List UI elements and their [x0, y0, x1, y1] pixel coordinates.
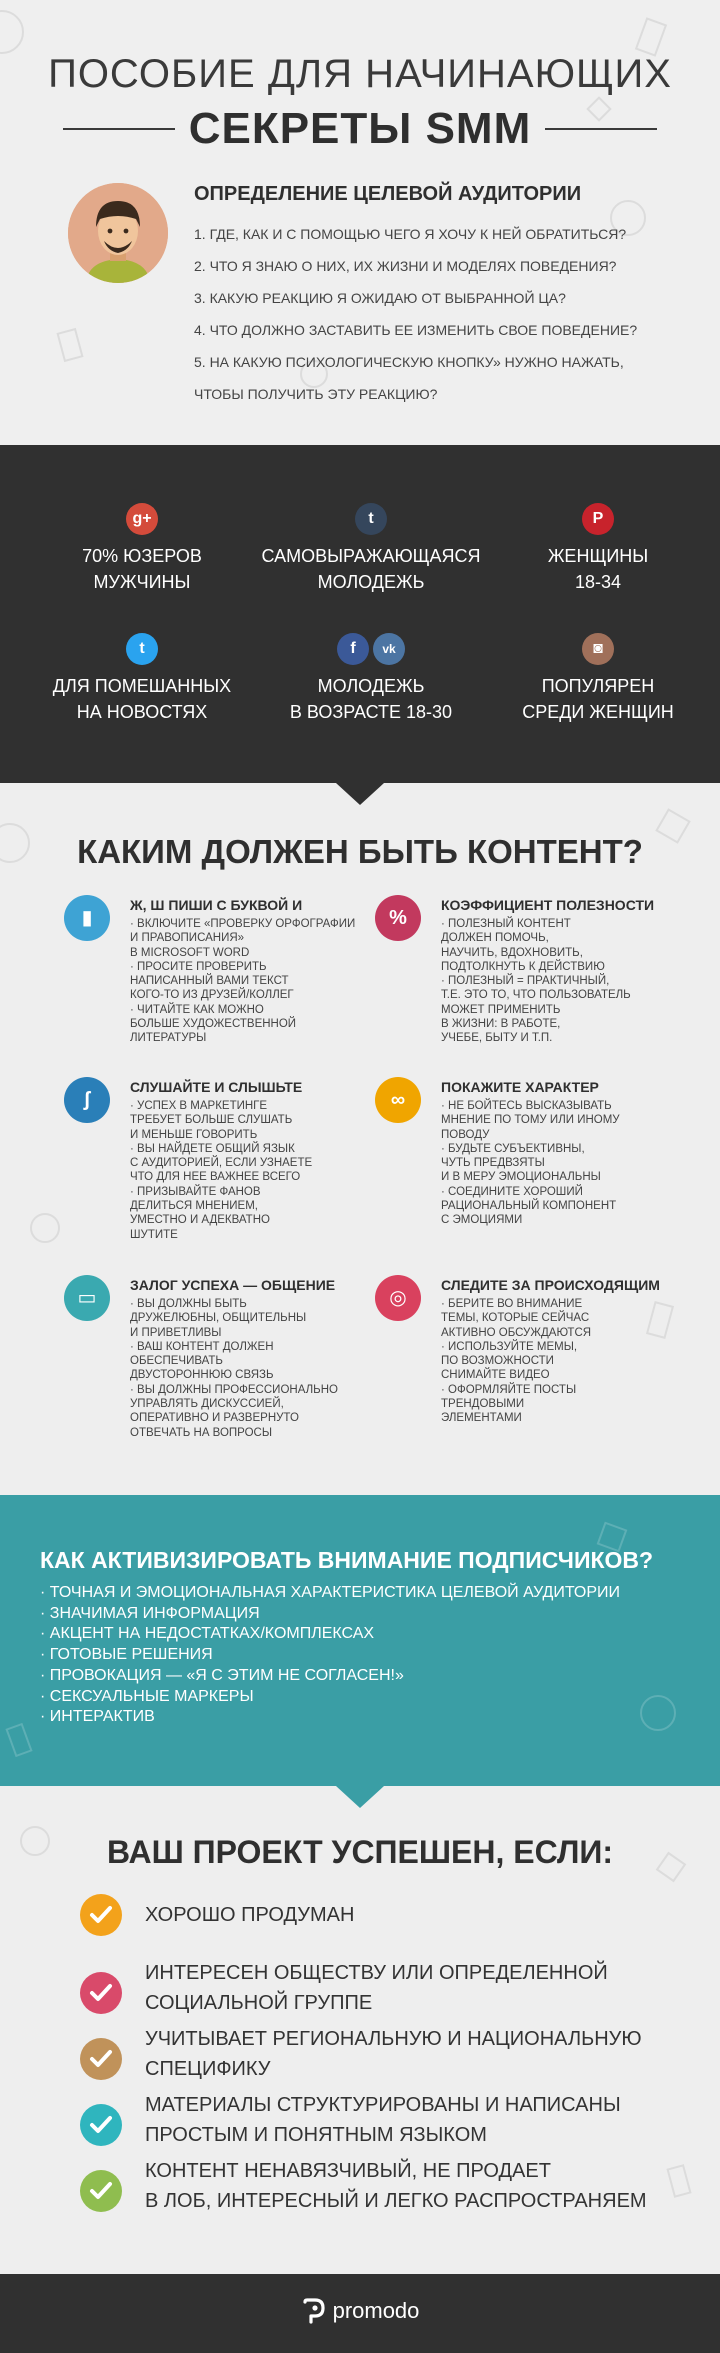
title-line-left: [63, 128, 175, 130]
glasses-icon: ∞: [375, 1077, 421, 1123]
success-title: ВАШ ПРОЕКТ УСПЕШЕН, ЕСЛИ:: [106, 1834, 614, 1870]
content-item-body: · ВКЛЮЧИТЕ «ПРОВЕРКУ ОРФОГРАФИИ И ПРАВОПИСАНИЯ» В MICROSOFT WORD · ПРОСИТЕ ПРОВЕРИТЬ НАПИСАННЫЙ ВАМИ ТЕКСТ КОГО-ТО ИЗ ДРУЗЕЙ/КОЛЛЕГ · ЧИТАЙТЕ КАК МОЖНО БОЛЬШЕ ХУДОЖЕСТВЕННОЙ ЛИТЕРАТУРЫ: [130, 918, 356, 1045]
page-subtitle: ПОСОБИЕ ДЛЯ НАЧИНАЮЩИХ: [48, 52, 672, 96]
binoculars-icon: ◎: [375, 1275, 421, 1321]
stat-label: ЖЕНЩИНЫ 18-34: [547, 546, 649, 592]
stat-instagram: [478, 633, 718, 725]
content-item-title: ПОКАЖИТЕ ХАРАКТЕР: [441, 1079, 599, 1095]
twitter-icon: t: [126, 633, 158, 665]
content-item-title: КОЭФФИЦИЕНТ ПОЛЕЗНОСТИ: [441, 897, 655, 913]
decor-square: [635, 17, 667, 56]
book-icon: ▮: [64, 895, 110, 941]
tumblr-icon: t: [355, 503, 387, 535]
google-plus-icon: g+: [126, 503, 158, 535]
promodo-logo-text: promodo: [332, 2298, 420, 2323]
page-title: СЕКРЕТЫ SMM: [188, 104, 532, 153]
section-arrow: [336, 1786, 384, 1808]
attention-item: · ЗНАЧИМАЯ ИНФОРМАЦИЯ: [40, 1604, 260, 1622]
facebook-icon: f: [337, 633, 369, 665]
content-title: КАКИМ ДОЛЖЕН БЫТЬ КОНТЕНТ?: [77, 833, 643, 870]
stat-google-plus: [22, 503, 262, 595]
content-item-title: ЗАЛОГ УСПЕХА — ОБЩЕНИЕ: [130, 1277, 336, 1293]
content-item-body: · НЕ БОЙТЕСЬ ВЫСКАЗЫВАТЬ МНЕНИЕ ПО ТОМУ ИЛИ ИНОМУ ПОВОДУ · БУДЬТЕ СУБЪЕКТИВНЫ, ЧУТЬ ПРЕДВЗЯТЫ И В МЕРУ ЭМОЦИОНАЛЬНЫ · СОЕДИНИТЕ ХОРОШИЙ РАЦИОНАЛЬНЫЙ КОМПОНЕНТ С ЭМОЦИЯМИ: [441, 1100, 620, 1227]
header-section: [0, 0, 720, 445]
content-item-body: · БЕРИТЕ ВО ВНИМАНИЕ ТЕМЫ, КОТОРЫЕ СЕЙЧАС АКТИВНО ОБСУЖДАЮТСЯ · ИСПОЛЬЗУЙТЕ МЕМЫ, ПО ВОЗМОЖНОСТИ СНИМАЙТЕ ВИДЕО · ОФОРМЛЯЙТЕ ПОСТЫ ТРЕНДОВЫМИ ЭЛЕМЕНТАМИ: [441, 1298, 592, 1425]
check-icon: [80, 1972, 122, 2014]
content-item-title: СЛУШАЙТЕ И СЛЫШЬТЕ: [130, 1079, 303, 1095]
avatar: [68, 183, 168, 283]
success-text: ИНТЕРЕСЕН ОБЩЕСТВУ ИЛИ ОПРЕДЕЛЕННОЙ СОЦИАЛЬНОЙ ГРУППЕ: [145, 1962, 608, 2014]
content-item-body: · ПОЛЕЗНЫЙ КОНТЕНТ ДОЛЖЕН ПОМОЧЬ, НАУЧИТЬ, ВДОХНОВИТЬ, ПОДТОЛКНУТЬ К ДЕЙСТВИЮ · ПОЛЕЗНЫЙ = ПРАКТИЧНЫЙ, Т.Е. ЭТО ТО, ЧТО ПОЛЬЗОВАТЕЛЬ МОЖЕТ ПРИМЕНИТЬ В ЖИЗНИ: В РАБОТЕ, УЧЕБЕ, БЫТУ И Т.П.: [441, 918, 631, 1045]
stat-label: ДЛЯ ПОМЕШАННЫХ НА НОВОСТЯХ: [52, 676, 232, 722]
audience-list: [194, 218, 637, 410]
check-icon: [80, 1894, 122, 1936]
audience-item: ЧТОБЫ ПОЛУЧИТЬ ЭТУ РЕАКЦИЮ?: [194, 386, 438, 402]
stat-pinterest: [478, 503, 718, 595]
attention-title: КАК АКТИВИЗИРОВАТЬ ВНИМАНИЕ ПОДПИСЧИКОВ?: [40, 1547, 654, 1573]
audience-title: ОПРЕДЕЛЕНИЕ ЦЕЛЕВОЙ АУДИТОРИИ: [194, 183, 582, 205]
audience-item: 1. ГДЕ, КАК И С ПОМОЩЬЮ ЧЕГО Я ХОЧУ К НЕЙ ОБРАТИТЬСЯ?: [194, 226, 627, 242]
title-line-right: [545, 128, 657, 130]
stat-label: ПОПУЛЯРЕН СРЕДИ ЖЕНЩИН: [522, 676, 674, 722]
promodo-logo-icon: [301, 2298, 327, 2324]
success-text: УЧИТЫВАЕТ РЕГИОНАЛЬНУЮ И НАЦИОНАЛЬНУЮ СПЕЦИФИКУ: [145, 2028, 642, 2080]
check-icon: [80, 2104, 122, 2146]
promodo-logo-link[interactable]: [301, 2298, 420, 2324]
check-icon: [80, 2038, 122, 2080]
attention-item: · ТОЧНАЯ И ЭМОЦИОНАЛЬНАЯ ХАРАКТЕРИСТИКА ЦЕЛЕВОЙ АУДИТОРИИ: [40, 1584, 621, 1601]
instagram-icon: ◙: [582, 633, 614, 665]
vk-icon: vk: [373, 633, 405, 665]
content-item-title: Ж, Ш ПИШИ С БУКВОЙ И: [130, 897, 303, 913]
decor-circle: [0, 10, 24, 54]
stat-twitter: [22, 633, 262, 725]
content-item-title: СЛЕДИТЕ ЗА ПРОИСХОДЯЩИМ: [441, 1277, 660, 1293]
attention-section: [0, 1495, 720, 1786]
success-section: [0, 1786, 720, 2274]
content-item-body: · УСПЕХ В МАРКЕТИНГЕ ТРЕБУЕТ БОЛЬШЕ СЛУШАТЬ И МЕНЬШЕ ГОВОРИТЬ · ВЫ НАЙДЕТЕ ОБЩИЙ ЯЗЫК С АУДИТОРИЕЙ, ЕСЛИ УЗНАЕТЕ ЧТО ДЛЯ НЕЕ ВАЖНЕЕ ВСЕГО · ПРИЗЫВАЙТЕ ФАНОВ ДЕЛИТЬСЯ МНЕНИЕМ, УМЕСТНО И АДЕКВАТНО ШУТИТЕ: [130, 1100, 313, 1241]
decor-circle: [640, 1695, 676, 1731]
success-text: МАТЕРИАЛЫ СТРУКТУРИРОВАНЫ И НАПИСАНЫ ПРОСТЫМ И ПОНЯТНЫМ ЯЗЫКОМ: [145, 2094, 621, 2146]
social-stats-section: [0, 445, 720, 783]
decor-square: [56, 328, 83, 362]
audience-item: 2. ЧТО Я ЗНАЮ О НИХ, ИХ ЖИЗНИ И МОДЕЛЯХ ПОВЕДЕНИЯ?: [194, 258, 617, 274]
attention-item: · СЕКСУАЛЬНЫЕ МАРКЕРЫ: [40, 1687, 254, 1705]
stat-label: САМОВЫРАЖАЮЩАЯСЯ МОЛОДЕЖЬ: [261, 546, 481, 592]
success-text: КОНТЕНТ НЕНАВЯЗЧИВЫЙ, НЕ ПРОДАЕТ В ЛОБ, ИНТЕРЕСНЫЙ И ЛЕГКО РАСПРОСТРАНЯЕМ: [145, 2160, 647, 2212]
ear-icon: ʃ: [64, 1077, 110, 1123]
audience-item: 5. НА КАКУЮ ПСИХОЛОГИЧЕСКУЮ КНОПКУ» НУЖНО НАЖАТЬ,: [194, 354, 624, 370]
percent-icon: %: [375, 895, 421, 941]
speech-bubble-icon: ▭: [64, 1275, 110, 1321]
pinterest-icon: P: [582, 503, 614, 535]
attention-item: · АКЦЕНТ НА НЕДОСТАТКАХ/КОМПЛЕКСАХ: [40, 1625, 375, 1643]
title-row: [0, 104, 720, 154]
audience-item: 4. ЧТО ДОЛЖНО ЗАСТАВИТЬ ЕЕ ИЗМЕНИТЬ СВОЕ ПОВЕДЕНИЕ?: [194, 322, 638, 338]
stat-label: 70% ЮЗЕРОВ МУЖЧИНЫ: [82, 546, 202, 592]
attention-item: · ГОТОВЫЕ РЕШЕНИЯ: [40, 1646, 213, 1664]
decor-circle: [30, 1213, 60, 1243]
avatar-illustration: [68, 183, 168, 283]
attention-item: · ПРОВОКАЦИЯ — «Я С ЭТИМ НЕ СОГЛАСЕН!»: [40, 1666, 404, 1684]
stat-tumblr: [251, 503, 491, 595]
attention-item: · ИНТЕРАКТИВ: [40, 1708, 155, 1726]
content-section: [0, 783, 720, 1495]
attention-list: [40, 1583, 620, 1728]
stat-facebook-vk: [251, 633, 491, 725]
audience-item: 3. КАКУЮ РЕАКЦИЮ Я ОЖИДАЮ ОТ ВЫБРАННОЙ ЦА?: [194, 290, 566, 306]
section-arrow: [336, 783, 384, 805]
stat-label: МОЛОДЕЖЬ В ВОЗРАСТЕ 18-30: [289, 676, 453, 722]
footer: [0, 2274, 720, 2353]
success-text: ХОРОШО ПРОДУМАН: [145, 1904, 355, 1926]
check-icon: [80, 2170, 122, 2212]
decor-square: [5, 1723, 32, 1757]
content-item-body: · ВЫ ДОЛЖНЫ БЫТЬ ДРУЖЕЛЮБНЫ, ОБЩИТЕЛЬНЫ И ПРИВЕТЛИВЫ · ВАШ КОНТЕНТ ДОЛЖЕН ОБЕСПЕЧИВАТЬ ДВУСТОРОННЮЮ СВЯЗЬ · ВЫ ДОЛЖНЫ ПРОФЕССИОНАЛЬНО УПРАВЛЯТЬ ДИСКУССИЕЙ, ОПЕРАТИВНО И РАЗВЕРНУТО ОТВЕЧАТЬ НА ВОПРОСЫ: [130, 1298, 338, 1439]
